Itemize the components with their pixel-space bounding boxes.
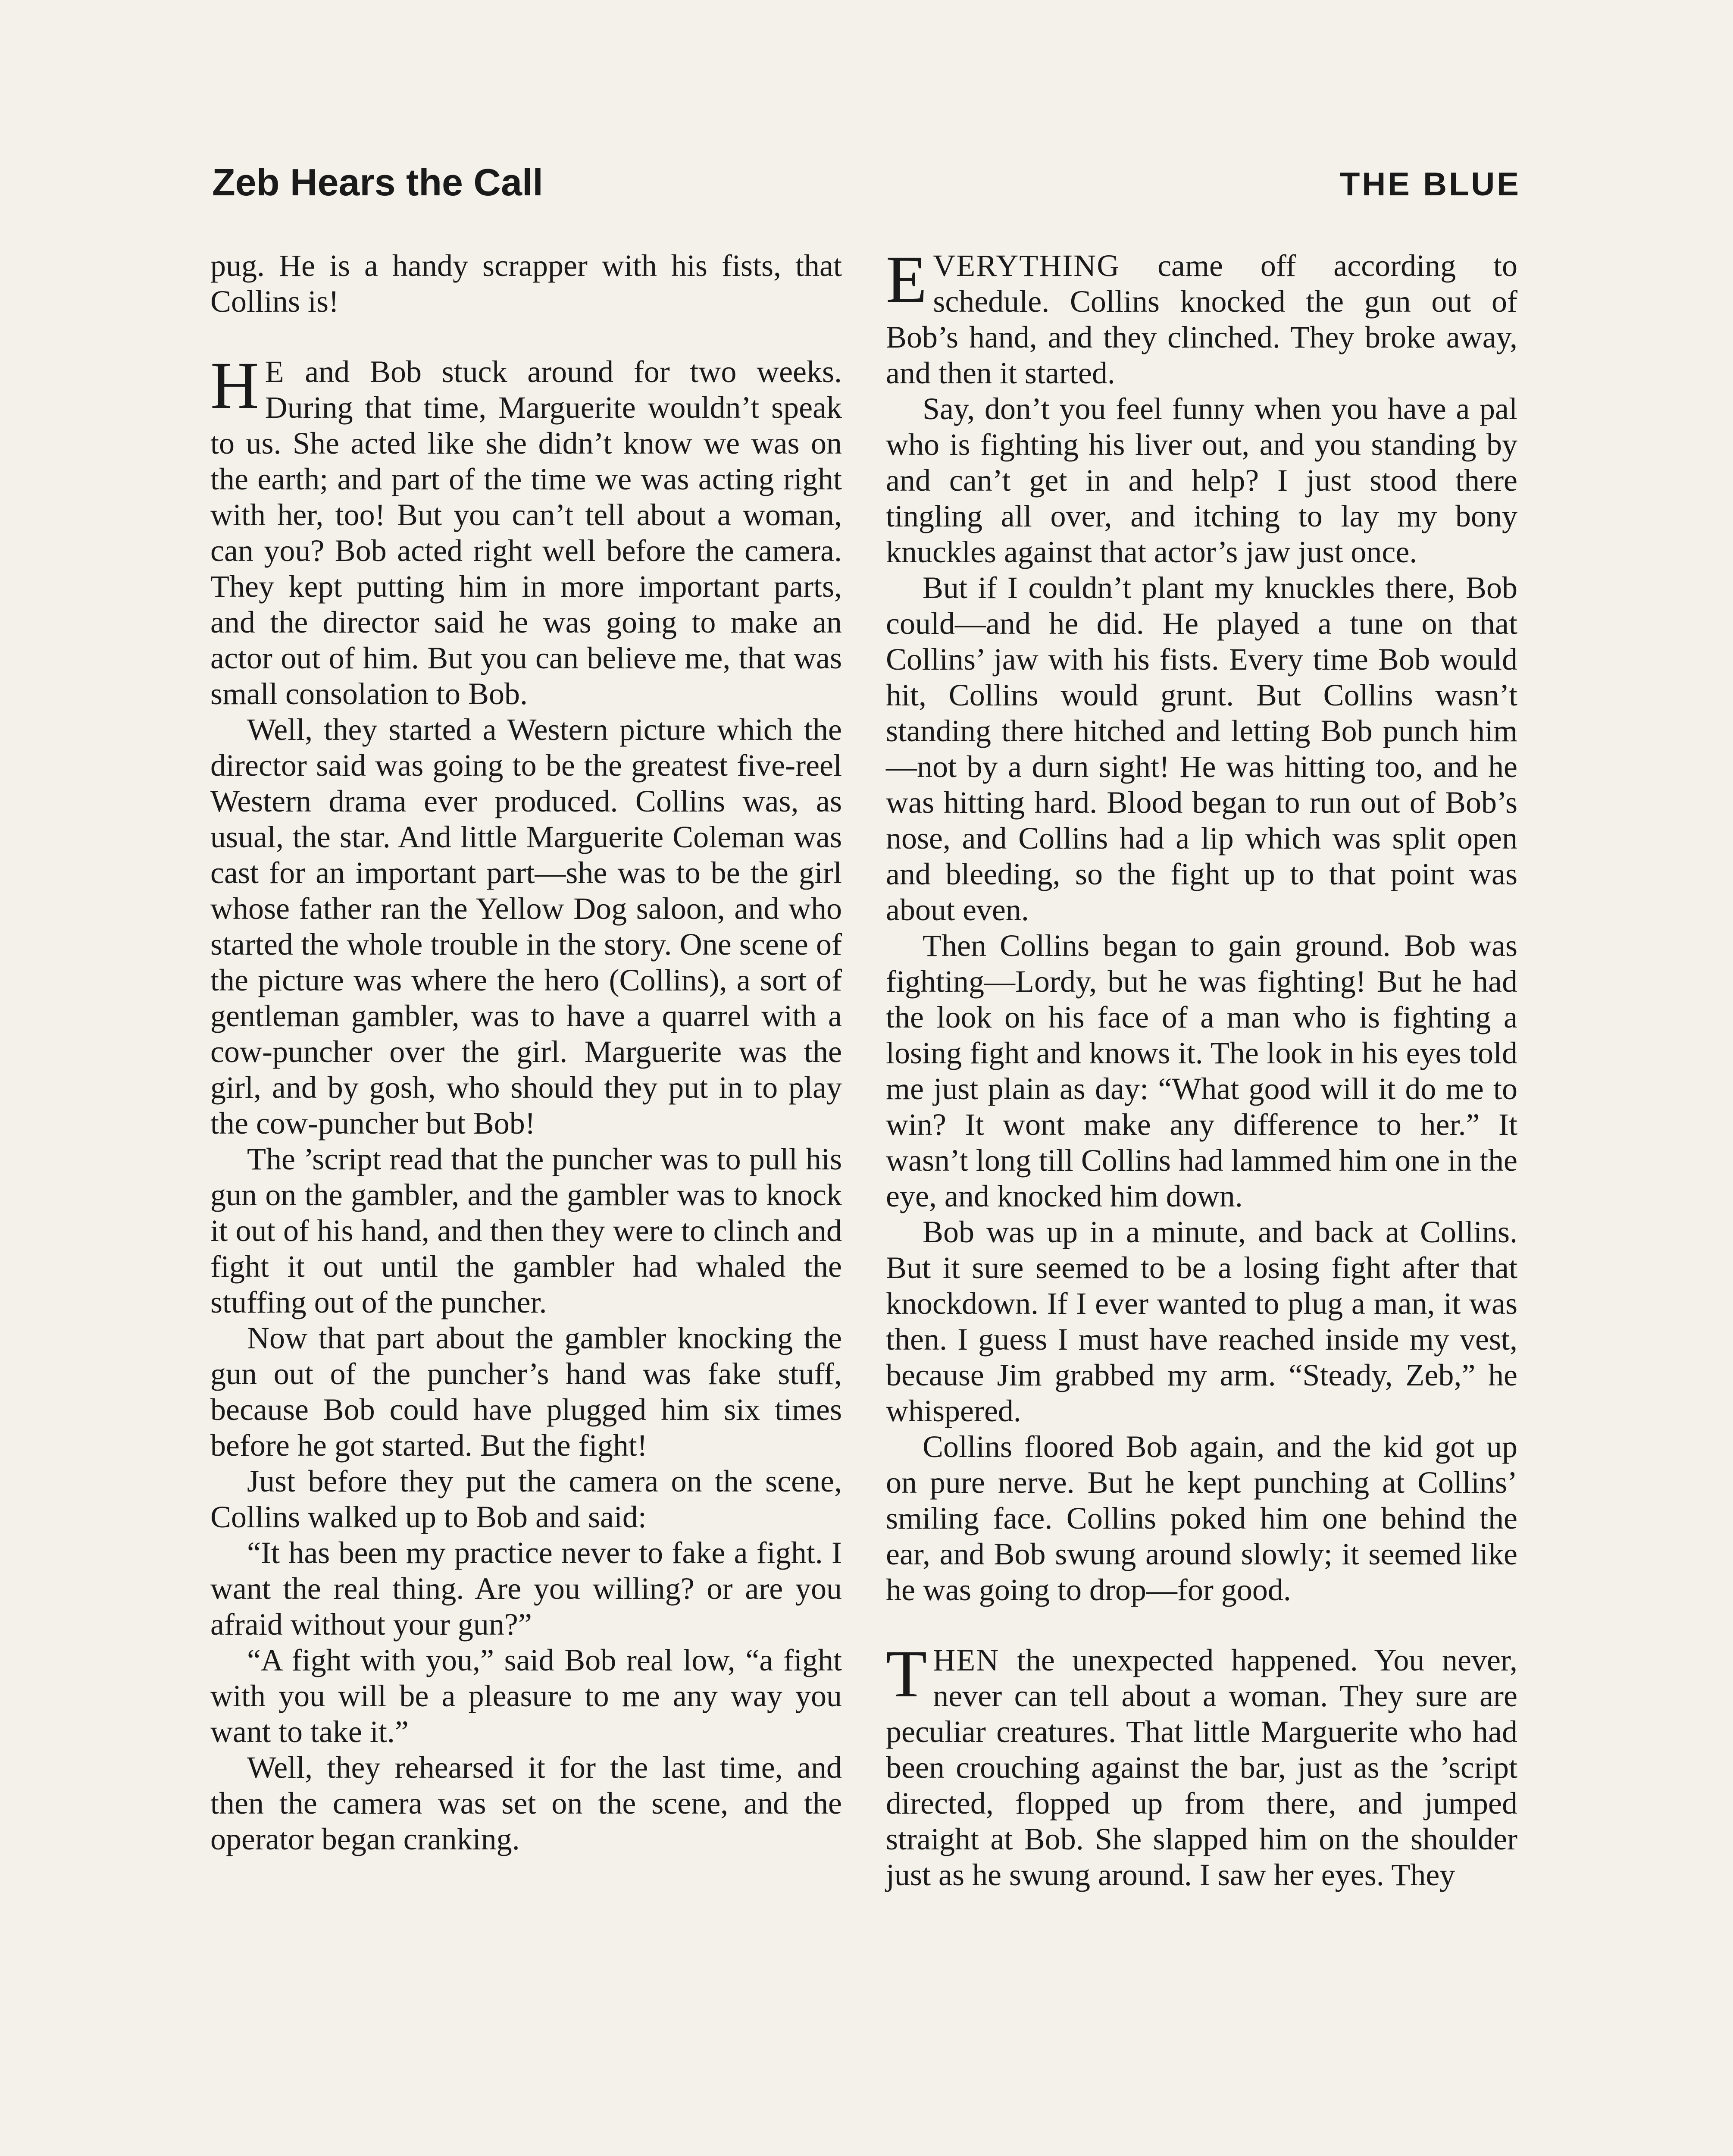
paragraph: Well, they rehearsed it for the last time, and then the camera was set on the scene, and the operator began cranking. xyxy=(210,1750,842,1856)
paragraph-with-dropcap xyxy=(886,1636,1517,1893)
paragraph: pug. He is a handy scrapper with his fists, that Collins is! xyxy=(210,248,842,319)
paragraph-with-dropcap xyxy=(210,348,842,712)
paragraph-with-dropcap xyxy=(886,242,1517,391)
lead-in: VERYTHING xyxy=(933,248,1120,283)
drop-cap: H xyxy=(210,348,259,423)
paragraph-text: came off according to schedule. Collins knocked the gun out of Bob’s hand, and they clinched. They broke away, and then it started. xyxy=(886,248,1517,390)
paragraph: “It has been my practice never to fake a fight. I want the real thing. Are you willing? or are you afraid without your gun?” xyxy=(210,1536,842,1642)
drop-cap: E xyxy=(886,242,927,317)
paragraph: “A fight with you,” said Bob real low, “a fight with you will be a pleasure to me any way you want to take it.” xyxy=(210,1643,842,1749)
paragraph: Say, don’t you feel funny when you have a pal who is fighting his liver out, and you standing by and can’t get in and help? I just stood there tingling all over, and itching to lay my bony knuckles against that actor’s jaw just once. xyxy=(886,392,1517,569)
paragraph-text: the unexpected happened. You never, never can tell about a woman. They sure are peculiar creatures. That little Marguerite who had been crouching against the bar, just as the ’script directed, flopped up from there, and jumped straight at Bob. She slapped him on the shoulder just as he swung around. I saw her eyes. They xyxy=(886,1643,1517,1892)
drop-cap: T xyxy=(886,1636,927,1711)
paragraph: But if I couldn’t plant my knuckles there, Bob could—and he did. He played a tune on that Collins’ jaw with his fists. Every time Bob would hit, Collins would grunt. But Collins wasn’t standing there hitched and letting Bob punch him—not by a durn sight! He was hitting too, and he was hitting hard. Blood began to run out of Bob’s nose, and Collins had a lip which was split open and bleeding, so the fight up to that point was about even. xyxy=(886,570,1517,927)
left-text-column xyxy=(210,248,842,1857)
story-title: Zeb Hears the Call xyxy=(212,161,543,204)
paragraph: Collins floored Bob again, and the kid got up on pure nerve. But he kept punching at Collins’ smiling face. Collins poked him one behind the ear, and Bob swung around slowly; it seemed like he was going to drop—for good. xyxy=(886,1429,1517,1607)
paragraph: Just before they put the camera on the scene, Collins walked up to Bob and said: xyxy=(210,1464,842,1534)
paragraph: Now that part about the gambler knocking the gun out of the puncher’s hand was fake stuff, because Bob could have plugged him six times before he got started. But the fight! xyxy=(210,1321,842,1463)
paragraph: Bob was up in a minute, and back at Collins. But it sure seemed to be a losing fight after that knockdown. If I ever wanted to plug a man, it was then. I guess I must have reached inside my vest, because Jim grabbed my arm. “Steady, Zeb,” he whispered. xyxy=(886,1215,1517,1428)
paragraph: Then Collins began to gain ground. Bob was fighting—Lordy, but he was fighting! But he had the look on his face of a man who is fighting a losing fight and knows it. The look in his eyes told me just plain as day: “What good will it do me to win? It wont make any difference to her.” It wasn’t long till Collins had lammed him one in the eye, and knocked him down. xyxy=(886,928,1517,1213)
lead-in: E xyxy=(265,354,285,389)
paragraph: Well, they started a Western picture which the director said was going to be the greatest five-reel Western drama ever produced. Collins was, as usual, the star. And little Marguerite Coleman was cast for an important part—she was to be the girl whose father ran the Yellow Dog saloon, and who started the whole trouble in the story. One scene of the picture was where the hero (Collins), a sort of gentleman gambler, was to have a quarrel with a cow-puncher over the girl. Marguerite was the girl, and by gosh, who should they put in to play the cow-puncher but Bob! xyxy=(210,712,842,1141)
right-text-column xyxy=(886,242,1517,1893)
magazine-running-head: THE BLUE xyxy=(1340,166,1521,203)
lead-in: HEN xyxy=(933,1643,1000,1677)
paragraph-text: and Bob stuck around for two weeks. During that time, Marguerite wouldn’t speak to us. She acted like she didn’t know we was on the earth; and part of the time we was acting right with her, too! But you can’t tell about a woman, can you? Bob acted right well before the camera. They kept putting him in more important parts, and the director said he was going to make an actor out of him. But you can believe me, that was small consolation to Bob. xyxy=(210,354,842,711)
paragraph: The ’script read that the puncher was to pull his gun on the gambler, and the gambler was to knock it out of his hand, and then they were to clinch and fight it out until the gambler had whaled the stuffing out of the puncher. xyxy=(210,1142,842,1319)
